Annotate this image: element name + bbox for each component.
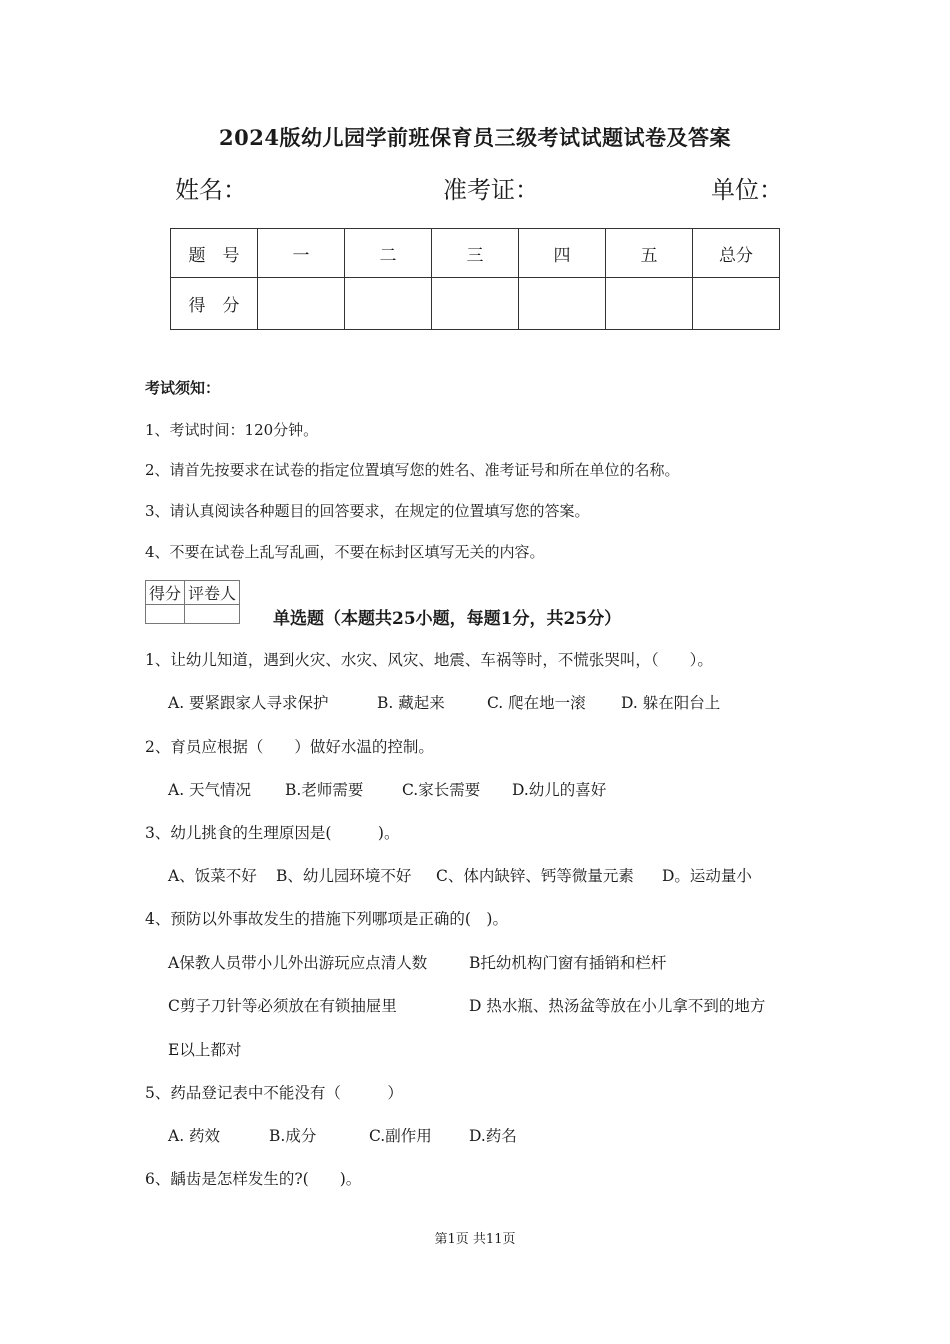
- score-header-cell: 总分: [693, 229, 780, 278]
- question-option: C、体内缺锌、钙等微量元素: [436, 867, 634, 885]
- exam-id-label: 准考证：: [443, 176, 539, 204]
- question-option: B.老师需要: [285, 781, 364, 799]
- notice-rule: 4、不要在试卷上乱写乱画，不要在标封区填写无关的内容。: [145, 543, 545, 561]
- score-cell: [519, 278, 606, 330]
- question-option: C. 爬在地一滚: [487, 694, 586, 712]
- question-option: C.家长需要: [402, 781, 481, 799]
- notice-rule: 2、请首先按要求在试卷的指定位置填写您的姓名、准考证号和所在单位的名称。: [145, 461, 680, 479]
- question-option: A、饭菜不好: [168, 867, 257, 885]
- score-cell: [693, 278, 780, 330]
- question-option: C.副作用: [369, 1127, 432, 1145]
- score-header-cell: 五: [606, 229, 693, 278]
- question-option: D.药名: [469, 1127, 517, 1145]
- question-option: A. 药效: [168, 1127, 221, 1145]
- question-option: E以上都对: [168, 1041, 242, 1059]
- grader-score-cell: [146, 605, 185, 624]
- score-header-cell: 一: [258, 229, 345, 278]
- score-table-score-row: [171, 278, 780, 330]
- question-option: D 热水瓶、热汤盆等放在小儿拿不到的地方: [469, 997, 766, 1015]
- notice-rule: 1、考试时间：120分钟。: [145, 421, 319, 439]
- score-cell: [606, 278, 693, 330]
- score-table: [170, 228, 780, 330]
- score-header-cell: 二: [345, 229, 432, 278]
- score-table-header-row: [171, 229, 780, 278]
- grader-header-row: [146, 581, 240, 605]
- question-stem: 6、龋齿是怎样发生的?( )。: [145, 1170, 362, 1188]
- question-option: D. 躲在阳台上: [621, 694, 721, 712]
- name-label: 姓名：: [175, 176, 247, 204]
- score-cell: [432, 278, 519, 330]
- question-stem: 5、药品登记表中不能没有（ ）: [145, 1084, 403, 1102]
- score-cell: [258, 278, 345, 330]
- question-option: D。运动量小: [662, 867, 752, 885]
- question-option: A. 要紧跟家人寻求保护: [168, 694, 329, 712]
- question-option: C剪子刀针等必须放在有锁抽屉里: [168, 997, 397, 1015]
- question-stem: 2、育员应根据（ ）做好水温的控制。: [145, 738, 434, 756]
- grader-score-label: 得分: [146, 581, 185, 605]
- question-option: A. 天气情况: [168, 781, 252, 799]
- question-stem: 4、预防以外事故发生的措施下列哪项是正确的( )。: [145, 910, 508, 928]
- score-header-cell: 题 号: [171, 229, 258, 278]
- score-header-cell: 三: [432, 229, 519, 278]
- grader-box: [145, 580, 240, 624]
- notice-heading: 考试须知：: [145, 379, 221, 397]
- question-option: B托幼机构门窗有插销和栏杆: [469, 954, 667, 972]
- question-stem: 3、幼儿挑食的生理原因是( )。: [145, 824, 400, 842]
- question-option: B. 藏起来: [377, 694, 445, 712]
- question-stem: 1、让幼儿知道，遇到火灾、水灾、风灾、地震、车祸等时，不慌张哭叫，（ ）。: [145, 651, 713, 669]
- page-title: 2024版幼儿园学前班保育员三级考试试题试卷及答案: [219, 125, 731, 150]
- question-option: B.成分: [269, 1127, 317, 1145]
- score-row-label: 得 分: [171, 278, 258, 330]
- grader-blank-row: [146, 605, 240, 624]
- unit-label: 单位：: [711, 176, 783, 204]
- question-option: B、幼儿园环境不好: [276, 867, 412, 885]
- score-cell: [345, 278, 432, 330]
- question-option: D.幼儿的喜好: [512, 781, 607, 799]
- score-header-cell: 四: [519, 229, 606, 278]
- page-footer: 第1页 共11页: [434, 1232, 516, 1247]
- grader-reviewer-cell: [185, 605, 240, 624]
- grader-reviewer-label: 评卷人: [185, 581, 240, 605]
- section-title: 单选题（本题共25小题，每题1分，共25分）: [273, 609, 622, 629]
- question-option: A保教人员带小儿外出游玩应点清人数: [168, 954, 428, 972]
- notice-rule: 3、请认真阅读各种题目的回答要求，在规定的位置填写您的答案。: [145, 502, 590, 520]
